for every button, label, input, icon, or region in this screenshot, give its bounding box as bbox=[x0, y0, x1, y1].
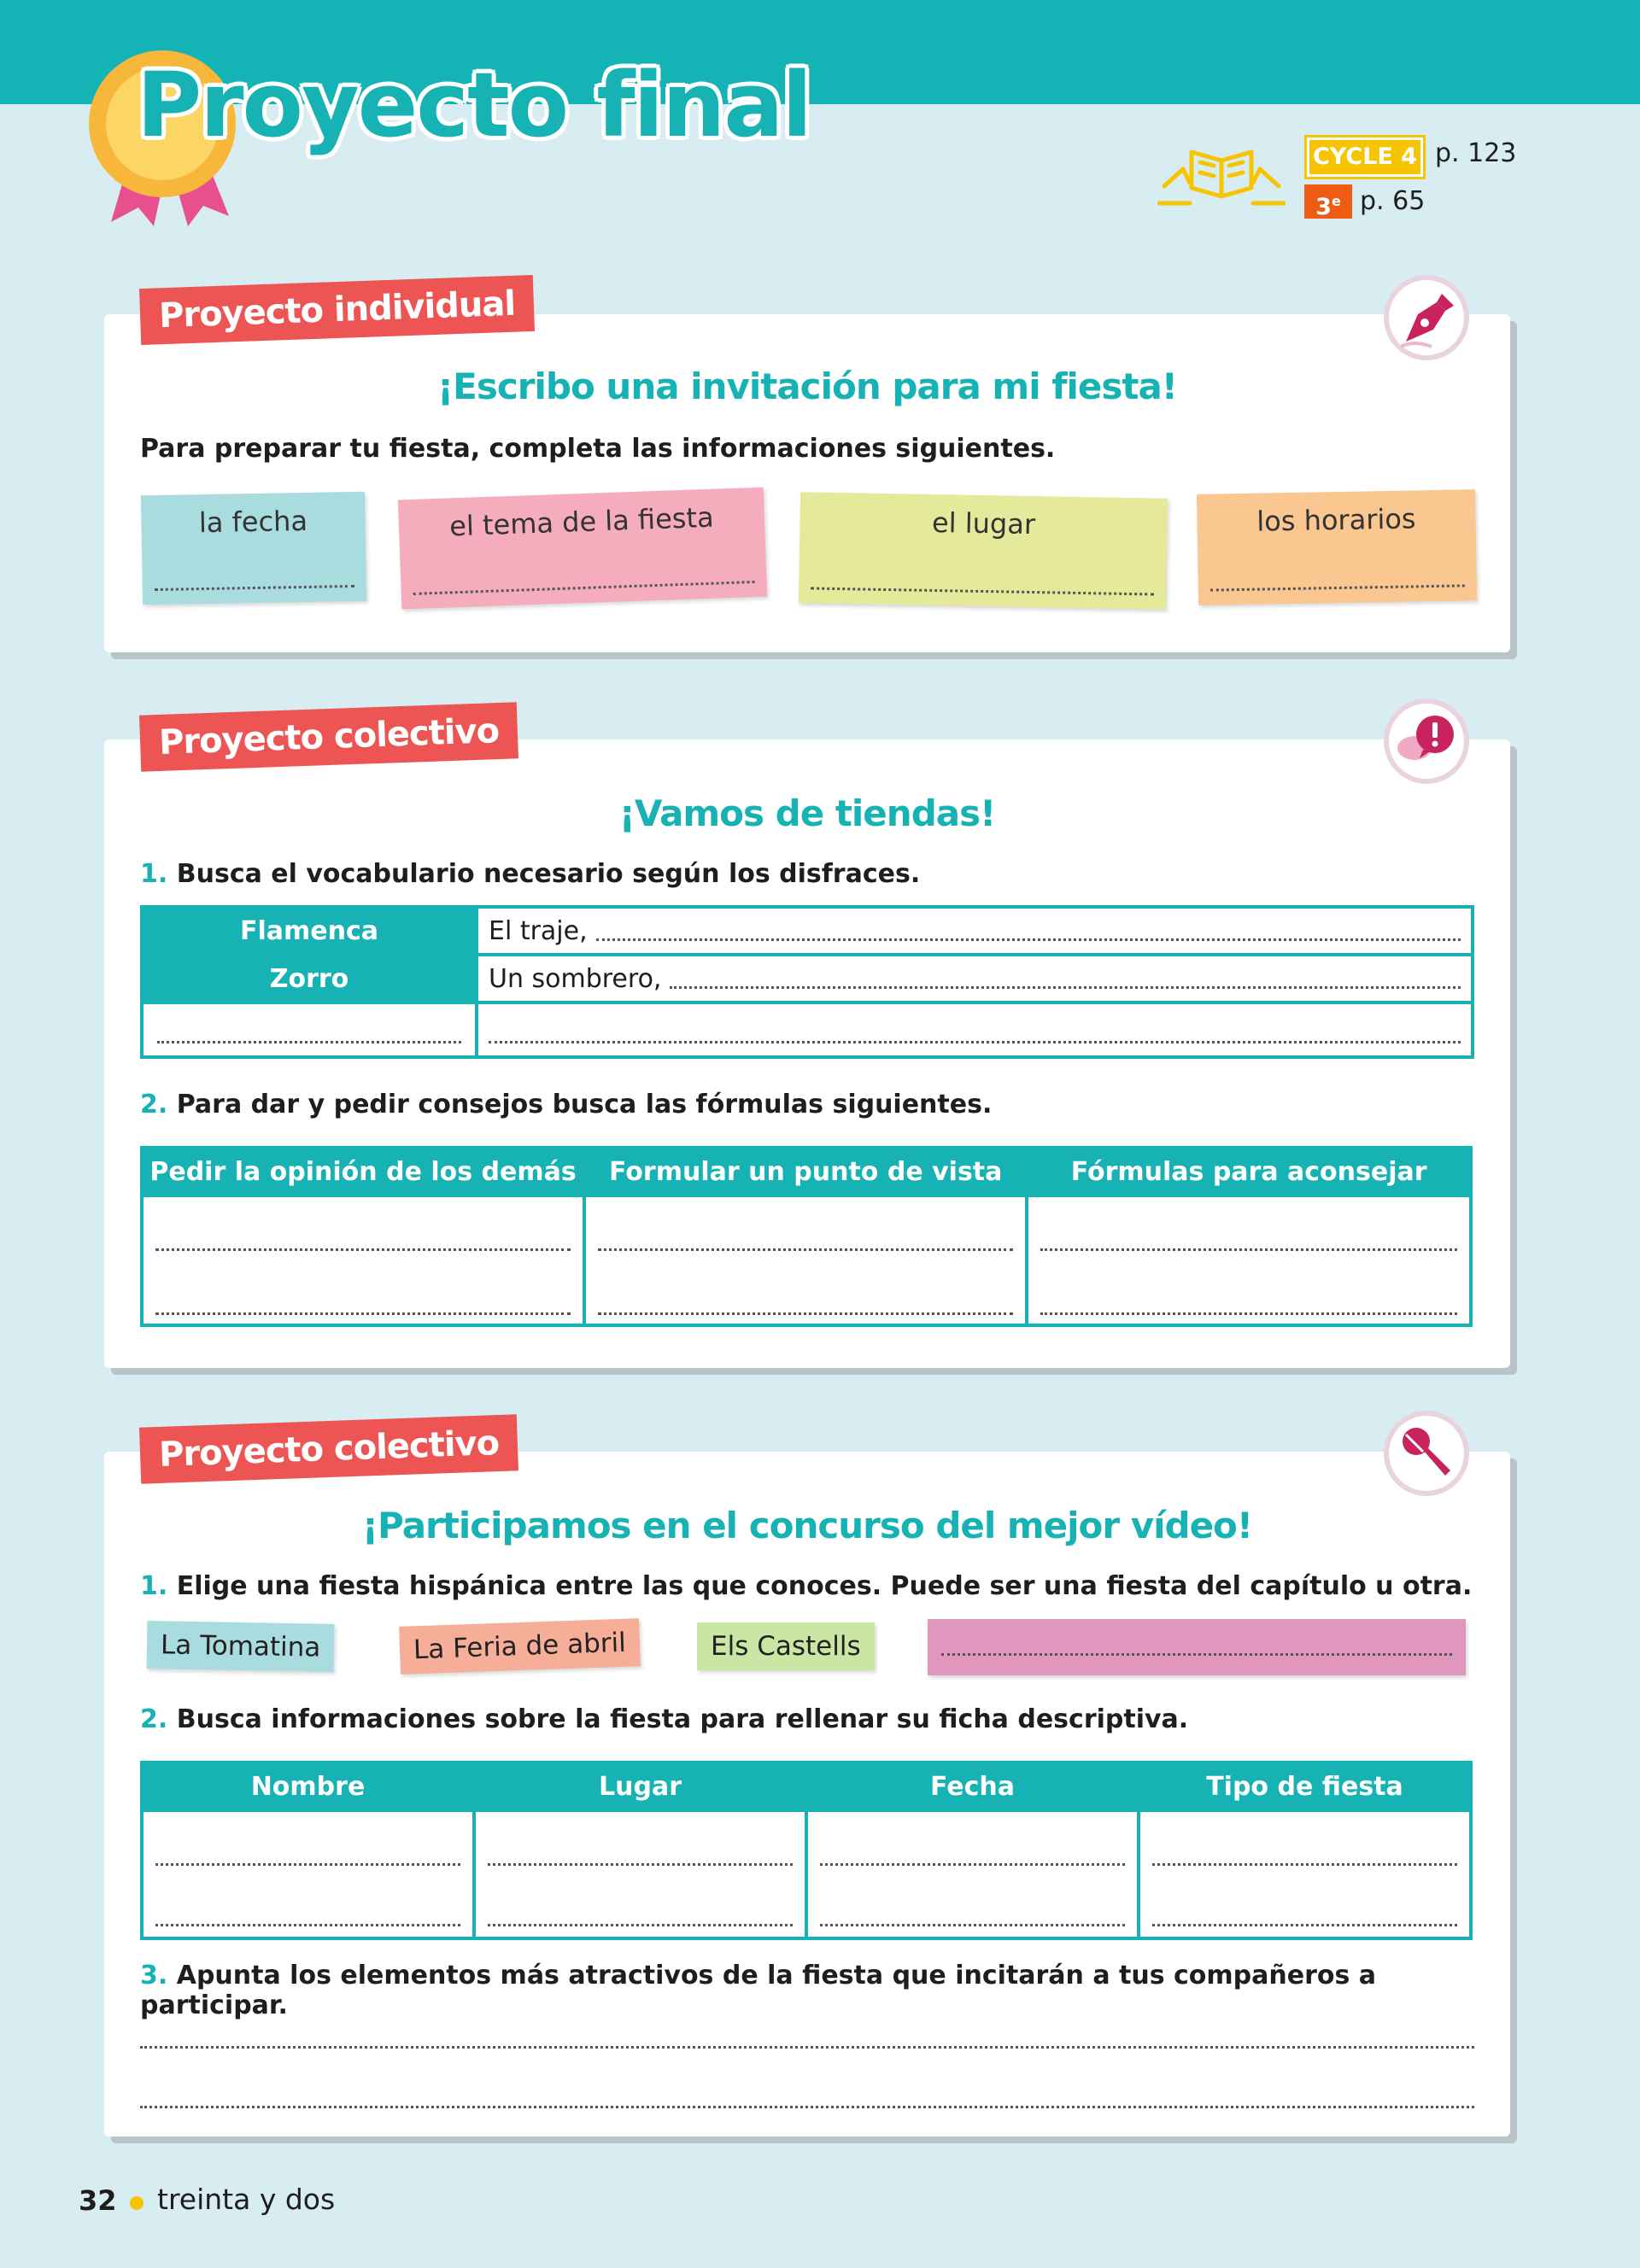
q-number: 2. bbox=[140, 1090, 168, 1119]
fill-line[interactable] bbox=[598, 1248, 1013, 1251]
fill-line[interactable] bbox=[155, 1248, 571, 1251]
col-header: Lugar bbox=[474, 1762, 806, 1810]
q-number: 1. bbox=[140, 859, 168, 889]
note-el-tema bbox=[398, 488, 767, 610]
note-label: el lugar bbox=[931, 506, 1036, 541]
note-el-lugar bbox=[799, 492, 1168, 609]
note-fill-line[interactable] bbox=[811, 587, 1154, 595]
level-number: 3 bbox=[1315, 194, 1332, 220]
consejos-table bbox=[140, 1146, 1473, 1327]
answer-cell[interactable] bbox=[142, 1810, 474, 1938]
card-proyecto-individual bbox=[104, 314, 1510, 652]
note-label: los horarios bbox=[1256, 502, 1416, 538]
section2-title: ¡Vamos de tiendas! bbox=[618, 792, 996, 834]
card-vamos-de-tiendas bbox=[104, 739, 1510, 1368]
section3-q3 bbox=[140, 1961, 1510, 2020]
table-row bbox=[142, 907, 1473, 955]
section3-tag: Proyecto colectivo bbox=[139, 1414, 518, 1483]
note-label: el tema de la fiesta bbox=[448, 500, 715, 543]
section3-title: ¡Participamos en el concurso del mejor vídeo! bbox=[361, 1505, 1253, 1546]
fill-line[interactable] bbox=[1152, 1924, 1457, 1926]
microphone-icon bbox=[1389, 1416, 1464, 1491]
note-fill-line[interactable] bbox=[413, 581, 755, 595]
speech-bubble-exclamation-icon bbox=[1389, 704, 1464, 779]
fill-line[interactable] bbox=[488, 1924, 793, 1926]
answer-cell[interactable] bbox=[806, 1810, 1139, 1938]
fill-line[interactable] bbox=[155, 1863, 460, 1866]
row-label: Flamenca bbox=[142, 907, 477, 955]
fill-line[interactable] bbox=[1040, 1312, 1457, 1315]
col-header: Nombre bbox=[142, 1762, 474, 1810]
fill-line[interactable] bbox=[820, 1863, 1125, 1866]
row-value-text: Un sombrero, bbox=[489, 963, 662, 994]
ficha-table bbox=[140, 1761, 1473, 1940]
fiesta-chip-feria[interactable]: La Feria de abril bbox=[399, 1618, 641, 1675]
row-value-text: El traje, bbox=[489, 915, 588, 946]
page-number: 32 bbox=[79, 2184, 117, 2217]
fill-line[interactable] bbox=[1040, 1248, 1457, 1251]
row-label: Zorro bbox=[142, 955, 477, 1002]
row-value[interactable] bbox=[477, 955, 1473, 1002]
q-text: Busca informaciones sobre la fiesta para rellenar su ficha descriptiva. bbox=[176, 1704, 1189, 1734]
vocab-table bbox=[140, 905, 1474, 1059]
row-value[interactable] bbox=[477, 907, 1473, 955]
cycle-page-ref: p. 123 bbox=[1435, 138, 1517, 168]
q-number: 3. bbox=[140, 1961, 168, 1990]
fill-line[interactable] bbox=[155, 1924, 460, 1926]
fill-line[interactable] bbox=[488, 1863, 793, 1866]
fill-line[interactable] bbox=[157, 1041, 461, 1043]
answer-cell[interactable] bbox=[1139, 1810, 1471, 1938]
row-label-blank[interactable] bbox=[142, 1002, 477, 1057]
level-suffix: e bbox=[1331, 193, 1341, 209]
page-number-words: treinta y dos bbox=[157, 2183, 336, 2216]
row-value-blank[interactable] bbox=[477, 1002, 1473, 1057]
section3-q2 bbox=[140, 1704, 1188, 1734]
col-header: Tipo de fiesta bbox=[1139, 1762, 1471, 1810]
table-row bbox=[142, 955, 1473, 1002]
q-text: Busca el vocabulario necesario según los disfraces. bbox=[176, 859, 921, 889]
fill-line[interactable] bbox=[489, 1041, 1461, 1043]
q-number: 1. bbox=[140, 1571, 168, 1601]
fill-line[interactable] bbox=[941, 1653, 1452, 1656]
table-row bbox=[142, 1002, 1473, 1057]
answer-line-2[interactable] bbox=[140, 2106, 1474, 2108]
open-book-icon bbox=[1157, 135, 1286, 207]
section2-tag: Proyecto colectivo bbox=[139, 702, 518, 771]
col-header: Fórmulas para aconsejar bbox=[1027, 1148, 1471, 1195]
answer-cell[interactable] bbox=[584, 1195, 1027, 1325]
section1-instruction: Para preparar tu fiesta, completa las informaciones siguientes. bbox=[140, 434, 1056, 464]
fiesta-chip-castells[interactable]: Els Castells bbox=[697, 1622, 875, 1670]
page-title: Proyecto final bbox=[137, 53, 811, 157]
footer-bullet bbox=[130, 2196, 144, 2210]
note-los-horarios bbox=[1197, 489, 1477, 605]
col-header: Fecha bbox=[806, 1762, 1139, 1810]
fill-line[interactable] bbox=[1152, 1863, 1457, 1866]
answer-cell[interactable] bbox=[142, 1195, 584, 1325]
col-header: Formular un punto de vista bbox=[584, 1148, 1027, 1195]
table-header-row bbox=[142, 1762, 1471, 1810]
q-text: Apunta los elementos más atractivos de la fiesta que incitarán a tus compañeros a participar. bbox=[140, 1961, 1377, 2020]
section2-icon-circle bbox=[1384, 699, 1469, 784]
note-fill-line[interactable] bbox=[155, 585, 354, 591]
answer-cell[interactable] bbox=[1027, 1195, 1471, 1325]
fill-line[interactable] bbox=[820, 1924, 1125, 1926]
fiesta-chip-tomatina[interactable]: La Tomatina bbox=[147, 1621, 335, 1672]
section1-title: ¡Escribo una invitación para mi fiesta! bbox=[437, 365, 1177, 407]
fiesta-chip-custom[interactable] bbox=[928, 1619, 1466, 1675]
answer-line-1[interactable] bbox=[140, 2046, 1474, 2049]
section1-tag: Proyecto individual bbox=[139, 275, 535, 345]
table-row bbox=[142, 1810, 1471, 1938]
card-concurso-video bbox=[104, 1452, 1510, 2136]
q-number: 2. bbox=[140, 1704, 168, 1734]
section1-icon-circle bbox=[1384, 275, 1469, 360]
level-badge bbox=[1304, 184, 1352, 219]
pen-nib-icon bbox=[1389, 280, 1464, 355]
q-text: Elige una fiesta hispánica entre las que conoces. Puede ser una fiesta del capítulo u otra. bbox=[176, 1571, 1473, 1601]
note-label: la fecha bbox=[198, 504, 308, 540]
fill-line[interactable] bbox=[596, 938, 1461, 941]
section2-q2 bbox=[140, 1090, 992, 1119]
section2-q1 bbox=[140, 859, 920, 889]
section3-icon-circle bbox=[1384, 1411, 1469, 1496]
note-fill-line[interactable] bbox=[1210, 584, 1465, 591]
note-la-fecha bbox=[141, 492, 366, 605]
table-row bbox=[142, 1195, 1471, 1325]
fill-line[interactable] bbox=[598, 1312, 1013, 1315]
level-page-ref: p. 65 bbox=[1360, 186, 1426, 216]
section3-q1 bbox=[140, 1571, 1472, 1601]
col-header: Pedir la opinión de los demás bbox=[142, 1148, 584, 1195]
q-text: Para dar y pedir consejos busca las fórmulas siguientes. bbox=[176, 1090, 993, 1119]
fill-line[interactable] bbox=[670, 986, 1461, 989]
answer-cell[interactable] bbox=[474, 1810, 806, 1938]
fill-line[interactable] bbox=[155, 1312, 571, 1315]
table-header-row bbox=[142, 1148, 1471, 1195]
cycle-badge: CYCLE 4 bbox=[1304, 135, 1426, 179]
